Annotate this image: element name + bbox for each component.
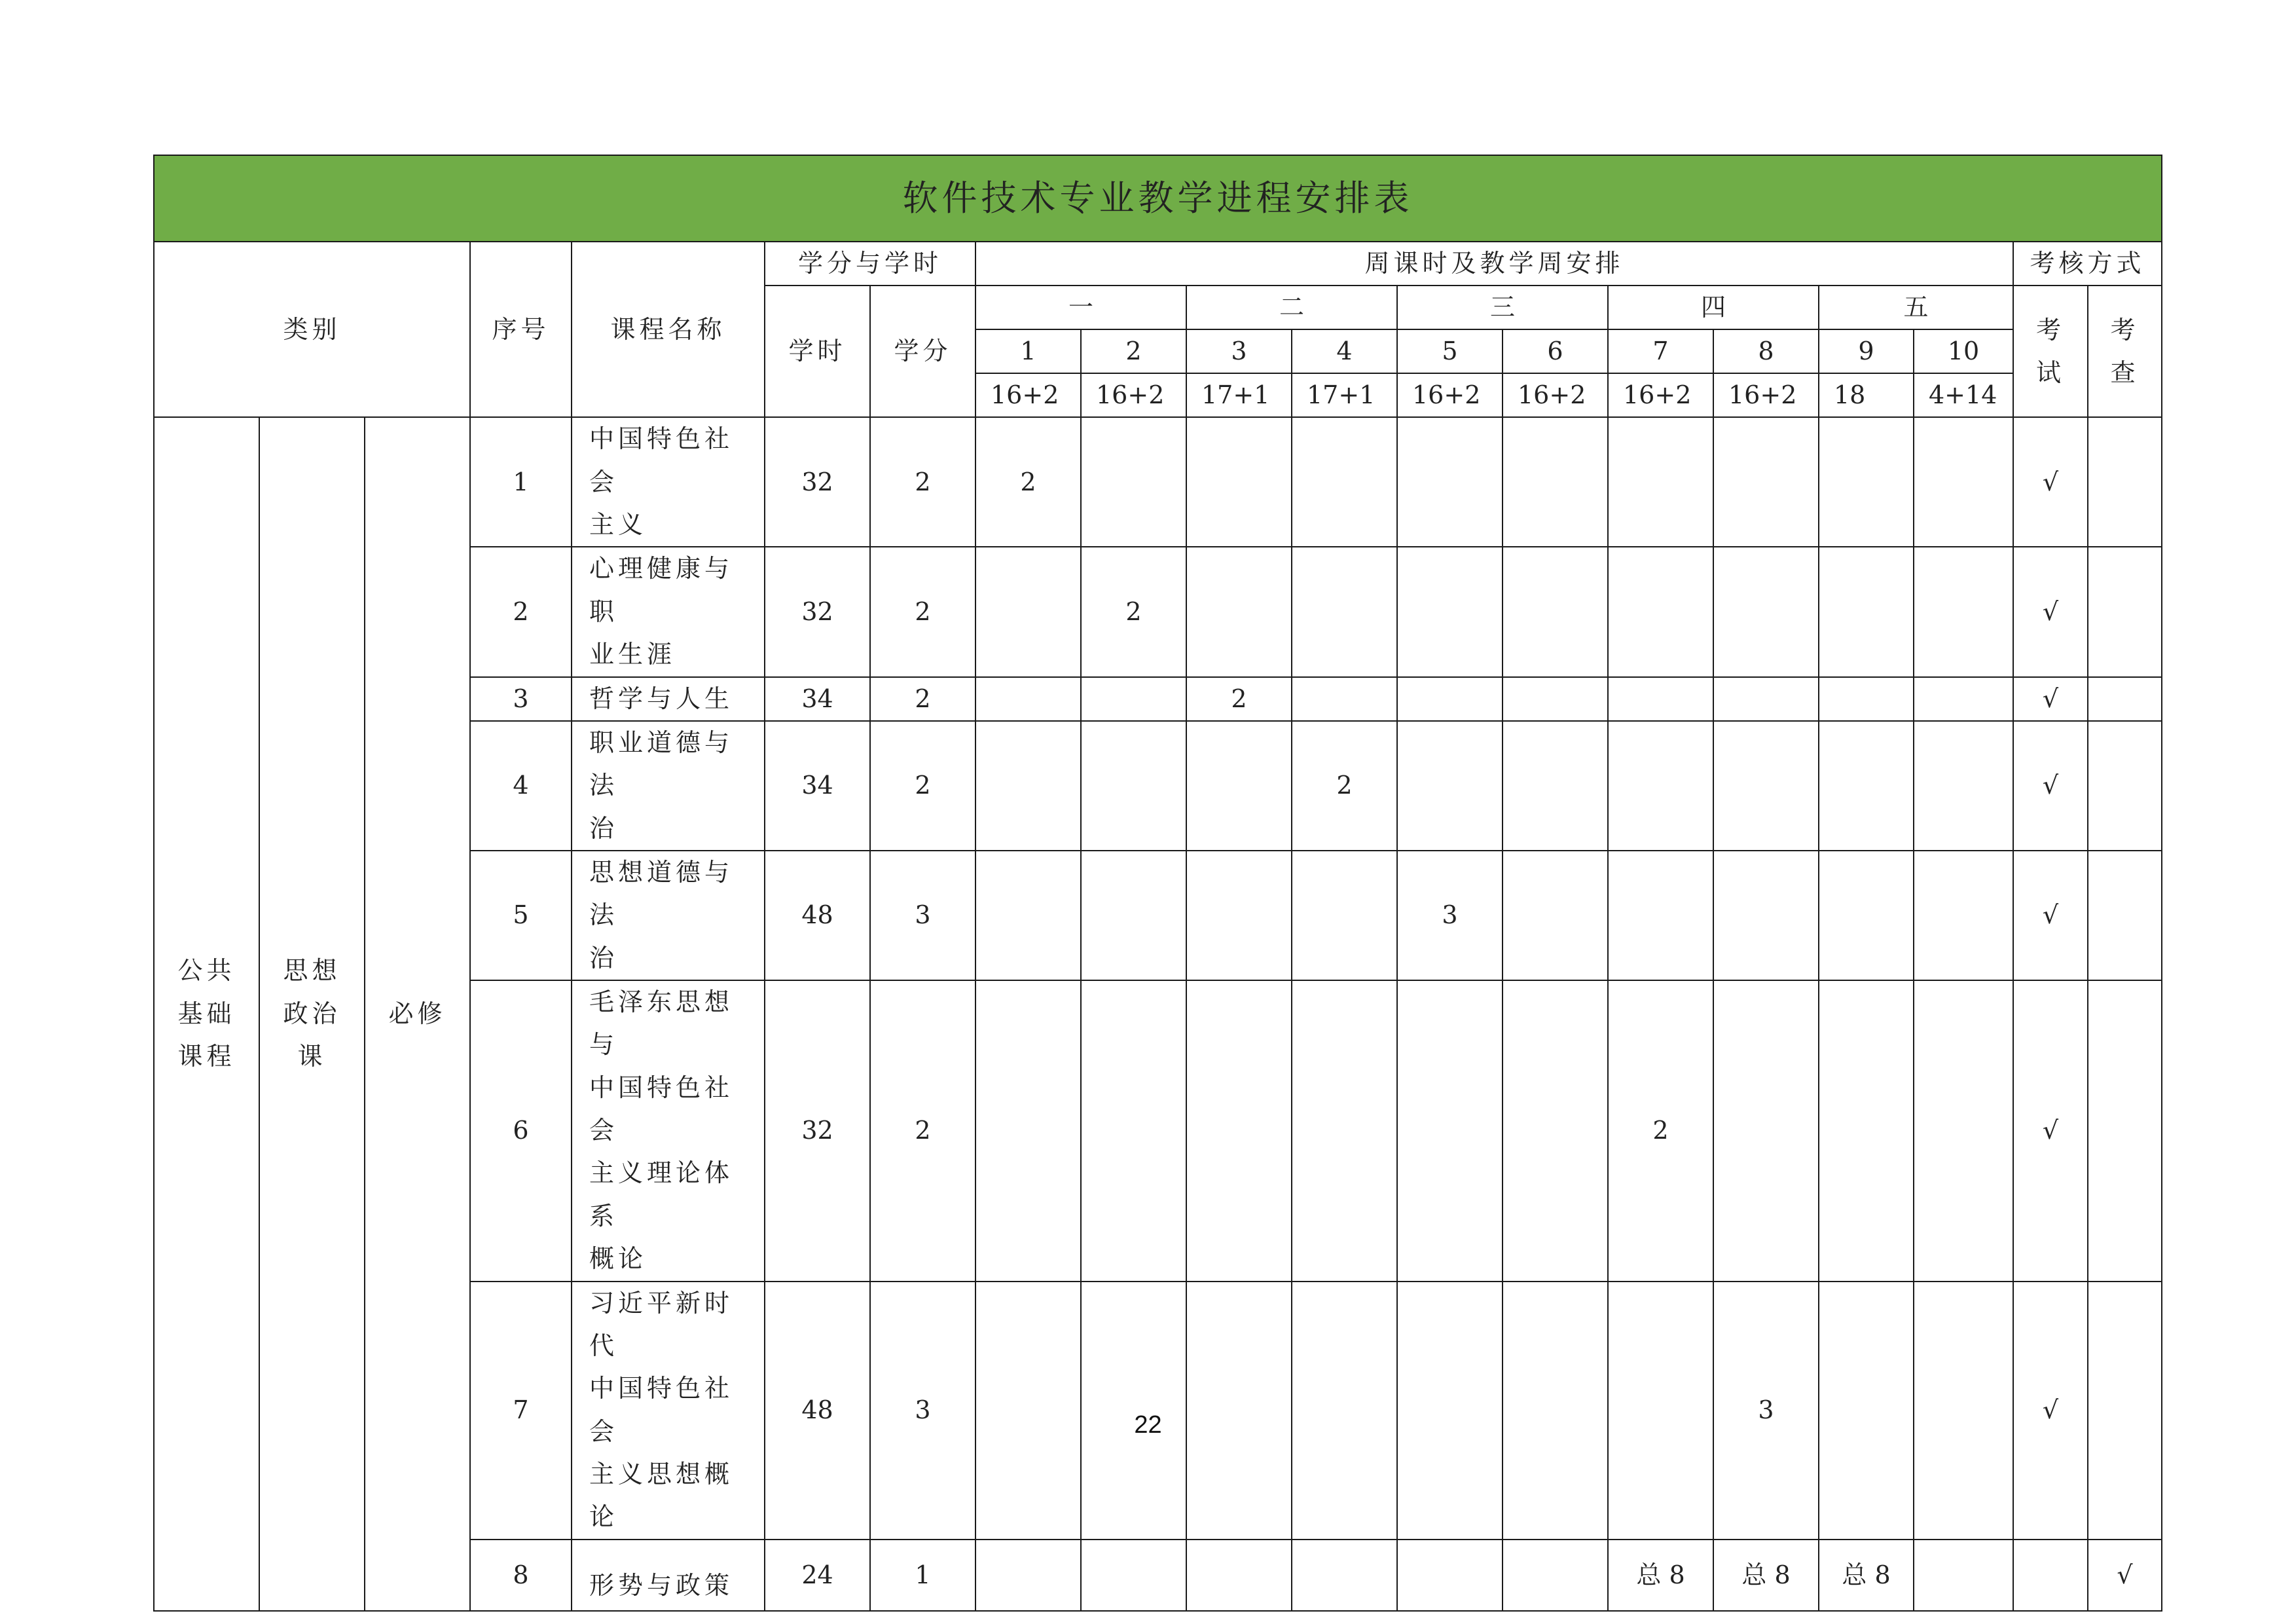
course-name: 哲学与人生 (572, 677, 765, 721)
row-credits: 2 (870, 980, 975, 1282)
row-hours: 34 (765, 721, 870, 851)
semester-hours (1397, 980, 1503, 1282)
semester-hours (1608, 547, 1713, 676)
semester-hours (1397, 417, 1503, 547)
semester-hours (1713, 547, 1819, 676)
semester-hours (1292, 1282, 1397, 1540)
semester-hours (1186, 721, 1292, 851)
semester-hours: 总 8 (1819, 1540, 1914, 1611)
header-semester: 1 (975, 329, 1081, 373)
row-seq: 7 (470, 1282, 572, 1540)
course-name: 中国特色社会 主义 (572, 417, 765, 547)
semester-hours (1292, 1540, 1397, 1611)
header-year: 五 (1819, 286, 2013, 329)
row-hours: 24 (765, 1540, 870, 1611)
header-exam: 考 试 (2013, 286, 2088, 417)
semester-hours (1503, 1282, 1608, 1540)
row-credits: 2 (870, 677, 975, 721)
semester-hours (1397, 1540, 1503, 1611)
semester-hours (1608, 417, 1713, 547)
semester-hours (1713, 417, 1819, 547)
check-mark (2088, 980, 2162, 1282)
semester-hours (1914, 721, 2013, 851)
row-hours: 48 (765, 851, 870, 980)
exam-mark: √ (2013, 1282, 2088, 1540)
semester-hours (1914, 980, 2013, 1282)
exam-mark: √ (2013, 851, 2088, 980)
header-year: 二 (1186, 286, 1397, 329)
semester-hours: 总 8 (1608, 1540, 1713, 1611)
header-semester: 10 (1914, 329, 2013, 373)
page-number: 22 (1134, 1411, 1162, 1439)
exam-mark: √ (2013, 980, 2088, 1282)
semester-hours (1914, 677, 2013, 721)
semester-hours (1914, 1540, 2013, 1611)
semester-hours (1081, 721, 1186, 851)
semester-hours (975, 721, 1081, 851)
semester-hours (1503, 677, 1608, 721)
semester-hours (1608, 677, 1713, 721)
semester-hours (1081, 677, 1186, 721)
row-hours: 48 (765, 1282, 870, 1540)
category-level1: 公共 基础 课程 (154, 417, 259, 1610)
row-seq: 1 (470, 417, 572, 547)
exam-mark: √ (2013, 547, 2088, 676)
row-hours: 34 (765, 677, 870, 721)
row-credits: 3 (870, 1282, 975, 1540)
semester-hours (1503, 980, 1608, 1282)
row-seq: 2 (470, 547, 572, 676)
header-weeks: 18 (1819, 373, 1914, 417)
course-name: 心理健康与职 业生涯 (572, 547, 765, 676)
semester-hours (1713, 721, 1819, 851)
semester-hours (1914, 1282, 2013, 1540)
header-weeks: 4+14 (1914, 373, 2013, 417)
row-seq: 6 (470, 980, 572, 1282)
header-category: 类别 (154, 242, 470, 417)
header-year: 四 (1608, 286, 1819, 329)
semester-hours (1186, 980, 1292, 1282)
check-mark (2088, 417, 2162, 547)
semester-hours (1819, 851, 1914, 980)
semester-hours: 2 (1608, 980, 1713, 1282)
header-semester: 3 (1186, 329, 1292, 373)
semester-hours (975, 547, 1081, 676)
semester-hours (975, 851, 1081, 980)
semester-hours (1397, 721, 1503, 851)
row-seq: 8 (470, 1540, 572, 1611)
header-weeks: 16+2 (1713, 373, 1819, 417)
semester-hours (1503, 547, 1608, 676)
row-seq: 3 (470, 677, 572, 721)
semester-hours: 2 (975, 417, 1081, 547)
exam-mark: √ (2013, 721, 2088, 851)
semester-hours (1186, 1282, 1292, 1540)
row-hours: 32 (765, 547, 870, 676)
course-name: 职业道德与法 治 (572, 721, 765, 851)
semester-hours (1914, 547, 2013, 676)
row-hours: 32 (765, 980, 870, 1282)
semester-hours (1292, 980, 1397, 1282)
row-seq: 4 (470, 721, 572, 851)
semester-hours (1081, 1282, 1186, 1540)
header-semester: 6 (1503, 329, 1608, 373)
header-weeks: 17+1 (1292, 373, 1397, 417)
row-credits: 1 (870, 1540, 975, 1611)
header-assessment-group: 考核方式 (2013, 242, 2162, 286)
category-level2: 思想 政治 课 (259, 417, 365, 1610)
header-credit-hours-group: 学分与学时 (765, 242, 975, 286)
exam-mark: √ (2013, 677, 2088, 721)
semester-hours (1608, 721, 1713, 851)
header-check: 考 查 (2088, 286, 2162, 417)
header-weeks: 16+2 (1608, 373, 1713, 417)
check-mark (2088, 1282, 2162, 1540)
check-mark (2088, 547, 2162, 676)
semester-hours (1292, 417, 1397, 547)
semester-hours: 总 8 (1713, 1540, 1819, 1611)
semester-hours (1081, 980, 1186, 1282)
header-semester: 5 (1397, 329, 1503, 373)
schedule-table (153, 155, 2162, 1612)
course-name: 形势与政策 (572, 1540, 765, 1611)
semester-hours (1186, 851, 1292, 980)
semester-hours (1503, 851, 1608, 980)
course-name: 习近平新时代 中国特色社会 主义思想概论 (572, 1282, 765, 1540)
semester-hours: 2 (1292, 721, 1397, 851)
course-name: 毛泽东思想与 中国特色社会 主义理论体系 概论 (572, 980, 765, 1282)
semester-hours (1819, 980, 1914, 1282)
semester-hours (1186, 547, 1292, 676)
header-semester: 4 (1292, 329, 1397, 373)
semester-hours (975, 980, 1081, 1282)
semester-hours (975, 1540, 1081, 1611)
header-credits: 学分 (870, 286, 975, 417)
header-weekly-group: 周课时及教学周安排 (975, 242, 2013, 286)
header-weeks: 17+1 (1186, 373, 1292, 417)
semester-hours (1503, 1540, 1608, 1611)
semester-hours (1819, 677, 1914, 721)
semester-hours: 3 (1397, 851, 1503, 980)
semester-hours (1608, 1282, 1713, 1540)
header-semester: 7 (1608, 329, 1713, 373)
semester-hours (1819, 721, 1914, 851)
check-mark (2088, 721, 2162, 851)
semester-hours (1713, 980, 1819, 1282)
header-course-name: 课程名称 (572, 242, 765, 417)
row-credits: 2 (870, 547, 975, 676)
header-weeks: 16+2 (1081, 373, 1186, 417)
course-name: 思想道德与法 治 (572, 851, 765, 980)
semester-hours (1397, 677, 1503, 721)
semester-hours (1503, 417, 1608, 547)
semester-hours (1186, 417, 1292, 547)
check-mark (2088, 851, 2162, 980)
header-seq: 序号 (470, 242, 572, 417)
semester-hours (1292, 677, 1397, 721)
semester-hours (1819, 417, 1914, 547)
semester-hours (1713, 851, 1819, 980)
semester-hours (1081, 417, 1186, 547)
semester-hours (1186, 1540, 1292, 1611)
header-year: 一 (975, 286, 1186, 329)
semester-hours (1292, 851, 1397, 980)
exam-mark (2013, 1540, 2088, 1611)
semester-hours (1819, 547, 1914, 676)
exam-mark: √ (2013, 417, 2088, 547)
row-hours: 32 (765, 417, 870, 547)
semester-hours: 2 (1081, 547, 1186, 676)
semester-hours (1081, 851, 1186, 980)
header-year: 三 (1397, 286, 1608, 329)
semester-hours (1713, 677, 1819, 721)
semester-hours (1914, 851, 2013, 980)
semester-hours (1081, 1540, 1186, 1611)
table-title: 软件技术专业教学进程安排表 (154, 155, 2162, 242)
header-semester: 2 (1081, 329, 1186, 373)
header-semester: 8 (1713, 329, 1819, 373)
semester-hours (1292, 547, 1397, 676)
check-mark: √ (2088, 1540, 2162, 1611)
row-credits: 2 (870, 417, 975, 547)
check-mark (2088, 677, 2162, 721)
semester-hours (1608, 851, 1713, 980)
header-weeks: 16+2 (1503, 373, 1608, 417)
header-semester: 9 (1819, 329, 1914, 373)
table-row (154, 417, 2162, 547)
header-weeks: 16+2 (975, 373, 1081, 417)
semester-hours (1819, 1282, 1914, 1540)
row-credits: 3 (870, 851, 975, 980)
header-hours: 学时 (765, 286, 870, 417)
semester-hours (1397, 547, 1503, 676)
category-level3: 必修 (365, 417, 470, 1610)
semester-hours (1503, 721, 1608, 851)
semester-hours (975, 1282, 1081, 1540)
semester-hours (1397, 1282, 1503, 1540)
semester-hours (975, 677, 1081, 721)
semester-hours (1914, 417, 2013, 547)
row-credits: 2 (870, 721, 975, 851)
semester-hours: 3 (1713, 1282, 1819, 1540)
header-weeks: 16+2 (1397, 373, 1503, 417)
semester-hours: 2 (1186, 677, 1292, 721)
row-seq: 5 (470, 851, 572, 980)
